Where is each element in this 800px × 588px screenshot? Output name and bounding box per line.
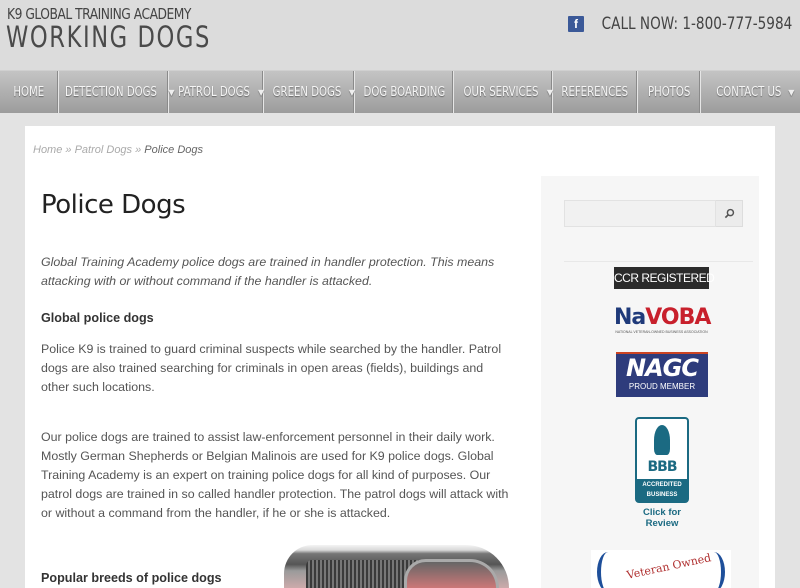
image-detail xyxy=(404,559,499,588)
navoba-logo-text: NaVOBA xyxy=(614,305,711,330)
bbb-accredited-badge[interactable] xyxy=(635,417,689,529)
nagc-subtitle: PROUD MEMBER xyxy=(628,382,696,391)
bbb-accredited-text: ACCREDITED BUSINESS xyxy=(637,479,687,501)
nav-item-our-services[interactable]: OUR SERVICES ▼ xyxy=(454,71,553,113)
nav-item-detection-dogs[interactable]: DETECTION DOGS ▼ xyxy=(59,71,169,113)
breadcrumb-separator: » xyxy=(132,144,145,156)
bbb-logo-text: BBB xyxy=(647,459,677,475)
call-now-phone: CALL NOW: 1-800-777-5984 xyxy=(601,14,792,34)
nagc-logo-text: NAGC xyxy=(626,354,698,382)
search-form xyxy=(564,200,744,227)
breadcrumb-patrol-dogs[interactable]: Patrol Dogs xyxy=(74,144,133,156)
nav-item-photos[interactable]: PHOTOS xyxy=(638,71,701,113)
sidebar-divider xyxy=(564,261,753,262)
police-dog-vehicle-image xyxy=(284,545,509,588)
laurel-icon xyxy=(597,552,619,588)
chevron-down-icon: ▼ xyxy=(348,87,356,97)
intro-paragraph: Global Training Academy police dogs are trained in handler protection. This means attacking with or without command if the handler is attacked. xyxy=(41,255,495,288)
bbb-seal xyxy=(635,417,689,503)
search-input[interactable] xyxy=(564,200,716,227)
paragraph: Our police dogs are trained to assist law-enforcement personnel in their daily work. Mostly German Shepherds or Belgian Malinois are used for K9 police dogs. Global Training Academy is an expert on training police dogs for all kind of purposes. Our patrol dogs are trained in so called handler protection. The patrol dogs will attack with or without a command from the handler, if he or she is attacked. xyxy=(41,430,509,520)
main-navigation xyxy=(0,70,800,113)
nav-item-references[interactable]: REFERENCES xyxy=(553,71,638,113)
content-container xyxy=(25,126,775,588)
chevron-down-icon: ▼ xyxy=(257,87,265,97)
navoba-subtitle: NATIONAL VETERAN-OWNED BUSINESS ASSOCIATION xyxy=(615,330,708,334)
paragraph: Police K9 is trained to guard criminal suspects while searched by the handler. Patrol dogs are also trained searching for criminals in open areas (fields), buildings and other such locations. xyxy=(41,342,502,394)
section-heading: Popular breeds of police dogs xyxy=(41,571,222,585)
nagc-badge[interactable] xyxy=(616,352,708,397)
breadcrumb xyxy=(33,144,203,156)
nav-item-green-dogs[interactable]: GREEN DOGS ▼ xyxy=(264,71,355,113)
chevron-down-icon: ▼ xyxy=(168,87,175,97)
breadcrumb-current: Police Dogs xyxy=(144,144,203,156)
facebook-icon[interactable]: f xyxy=(568,16,584,32)
brand-logo-text[interactable]: WORKING DOGS xyxy=(6,20,211,54)
nav-item-contact-us[interactable]: CONTACT US ▼ xyxy=(715,84,795,100)
chevron-down-icon: ▼ xyxy=(546,87,554,97)
breadcrumb-separator: » xyxy=(62,144,75,156)
torch-icon xyxy=(654,425,670,455)
ccr-registered-badge[interactable]: CCR REGISTERED xyxy=(614,267,709,289)
veteran-owned-text: Veteran Owned xyxy=(625,551,713,582)
navoba-logo[interactable] xyxy=(614,306,709,336)
bbb-click-for-review: Click for Review xyxy=(642,507,681,529)
chevron-down-icon: ▼ xyxy=(788,87,795,97)
sidebar xyxy=(541,176,759,588)
nav-item-dog-boarding[interactable]: DOG BOARDING xyxy=(355,71,454,113)
breadcrumb-home[interactable]: Home xyxy=(33,144,63,156)
site-header xyxy=(0,0,800,70)
nav-item-patrol-dogs[interactable]: PATROL DOGS ▼ xyxy=(169,71,264,113)
page-title: Police Dogs xyxy=(41,190,186,220)
search-button[interactable] xyxy=(716,200,743,227)
section-heading: Global police dogs xyxy=(41,311,154,325)
veteran-owned-badge[interactable] xyxy=(591,550,731,588)
brand-tagline[interactable]: K9 GLOBAL TRAINING ACADEMY xyxy=(7,5,191,23)
search-icon xyxy=(724,208,735,219)
article-body xyxy=(41,253,511,523)
nav-item-home[interactable]: HOME xyxy=(0,71,59,113)
